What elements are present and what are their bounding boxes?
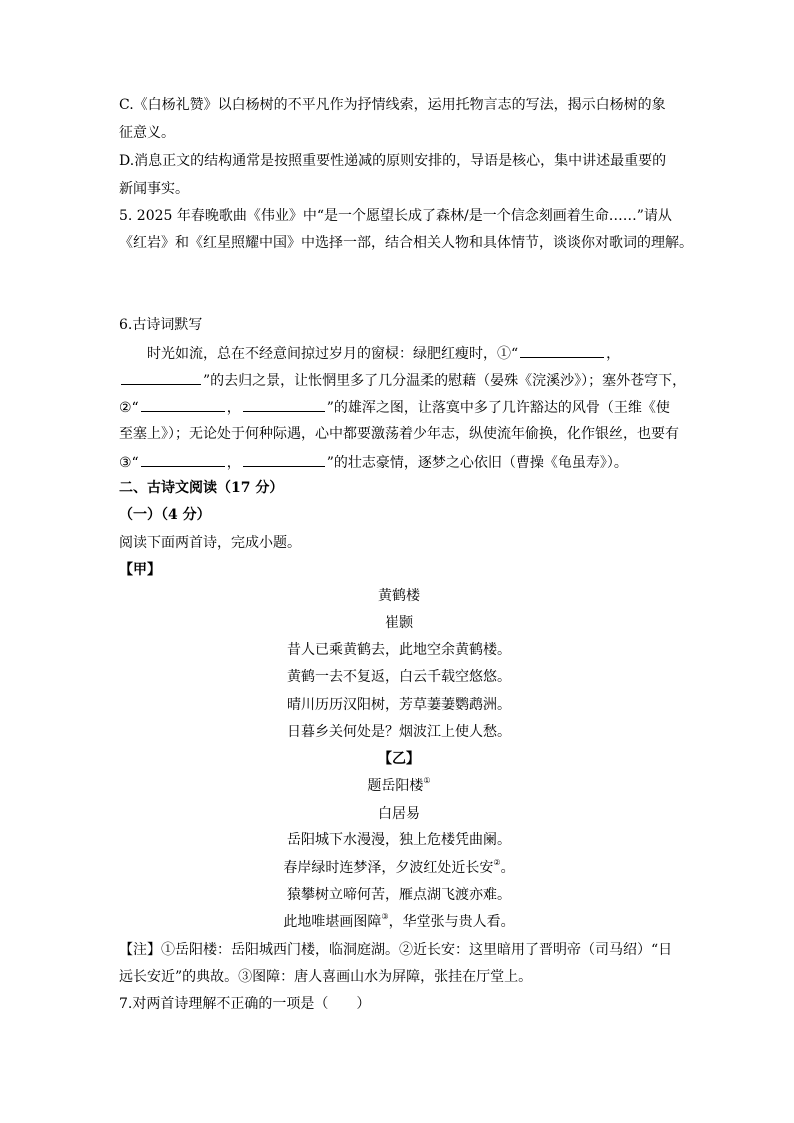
q6-paragraph-line3 bbox=[119, 397, 679, 417]
annotation-line1: 【注】①岳阳楼：岳阳城西门楼，临洞庭湖。②近长安：这里暗用了晋明帝（司马绍）“日 bbox=[119, 942, 673, 958]
q6-paragraph-line1 bbox=[147, 343, 707, 363]
q4-option-d-line1: D.消息正文的结构通常是按照重要性递减的原则安排的，导语是核心，集中讲述最重要的 bbox=[119, 153, 667, 169]
poem-yi-author: 白居易 bbox=[378, 806, 420, 822]
q6-title: 6.古诗词默写 bbox=[119, 317, 203, 333]
q6-text: ②“ bbox=[119, 400, 139, 416]
q6-text: ”的雄浑之图，让落寞中多了几许豁达的风骨（王维《使 bbox=[326, 400, 670, 416]
answer-blank-6[interactable] bbox=[243, 452, 325, 467]
q6-paragraph-line2 bbox=[119, 370, 687, 390]
q6-paragraph-line4: 至塞上》）；无论处于何种际遇，心中都要激荡着少年志，纵使流年偷换，化作银丝，也要有 bbox=[119, 426, 679, 442]
poem-yi-line-text: ，华堂张与贵人看。 bbox=[388, 914, 515, 930]
answer-blank-2[interactable] bbox=[121, 370, 201, 385]
q5-line1: 5. 2025 年春晚歌曲《伟业》中“是一个愿望长成了森林/是一个信念刻画着生命……”请从 bbox=[119, 208, 672, 224]
poem-yi-line-text: 此地唯堪画图障 bbox=[283, 914, 382, 930]
q7-stem: 7.对两首诗理解不正确的一项是（ ） bbox=[119, 996, 371, 1012]
poem-yi-line: 岳阳城下水漫漫，独上危楼凭曲阑。 bbox=[287, 832, 511, 848]
footnote-marker: ③ bbox=[381, 912, 389, 921]
poem-yi-line-text: 。 bbox=[500, 860, 515, 876]
q6-text: ， bbox=[226, 455, 241, 471]
poem-yi-line: 猿攀树立啼何苦，雁点湖飞渡亦难。 bbox=[287, 887, 511, 903]
annotation-line2: 远长安近”的典故。③图障：唐人喜画山水为屏障，张挂在厅堂上。 bbox=[119, 969, 533, 985]
poem-jia-line: 昔人已乘黄鹤去，此地空余黄鹤楼。 bbox=[287, 642, 511, 658]
poem-jia-line: 晴川历历汉阳树，芳草萋萋鹦鹉洲。 bbox=[287, 697, 511, 713]
q6-text: ”的去归之景，让怅惘里多了几分温柔的慰藉（晏殊《浣溪沙》）；塞外苍穹下， bbox=[203, 373, 687, 389]
q4-option-c-line2: 征意义。 bbox=[119, 125, 175, 141]
answer-blank-5[interactable] bbox=[141, 452, 225, 467]
sub-section-heading: （一）（4 分） bbox=[119, 507, 211, 523]
q4-option-d-line2: 新闻事实。 bbox=[119, 181, 189, 197]
q6-text: ， bbox=[606, 346, 621, 362]
answer-blank-4[interactable] bbox=[243, 397, 325, 412]
q6-text: ”的壮志豪情，逐梦之心依旧（曹操《龟虽寿》）。 bbox=[326, 455, 628, 471]
answer-blank-3[interactable] bbox=[141, 397, 225, 412]
q6-text: 时光如流，总在不经意间掠过岁月的窗棂：绿肥红瘦时，①“ bbox=[147, 346, 519, 362]
section-heading: 二、古诗文阅读（17 分） bbox=[119, 480, 284, 496]
reading-instruction: 阅读下面两首诗，完成小题。 bbox=[119, 535, 301, 551]
poem-yi-line bbox=[119, 859, 679, 877]
footnote-marker: ① bbox=[423, 776, 431, 785]
poem-jia-line: 黄鹤一去不复返，白云千载空悠悠。 bbox=[287, 669, 511, 685]
poem-label-jia: 【甲】 bbox=[119, 562, 161, 578]
q5-line2: 《红岩》和《红星照耀中国》中选择一部，结合相关人物和具体情节，谈谈你对歌词的理解。 bbox=[119, 235, 693, 251]
poem-jia-line: 日暮乡关何处是？烟波江上使人愁。 bbox=[287, 724, 511, 740]
poem-yi-line-text: 春岸绿时连梦泽，夕波红处近长安 bbox=[283, 860, 494, 876]
poem-jia-title: 黄鹤楼 bbox=[378, 588, 420, 604]
answer-blank-1[interactable] bbox=[520, 343, 604, 358]
poem-yi-title-text: 题岳阳楼 bbox=[367, 778, 424, 794]
poem-yi-line bbox=[119, 913, 679, 931]
poem-label-yi: 【乙】 bbox=[378, 751, 420, 767]
q6-text: ③“ bbox=[119, 455, 139, 471]
q6-paragraph-line5 bbox=[119, 452, 679, 472]
poem-yi-title bbox=[119, 777, 679, 795]
poem-jia-author: 崔颢 bbox=[385, 615, 413, 631]
footnote-marker: ② bbox=[493, 858, 501, 867]
q6-text: ， bbox=[226, 400, 241, 416]
q4-option-c-line1: C.《白杨礼赞》以白杨树的不平凡作为抒情线索，运用托物言志的写法，揭示白杨树的象 bbox=[119, 97, 666, 113]
